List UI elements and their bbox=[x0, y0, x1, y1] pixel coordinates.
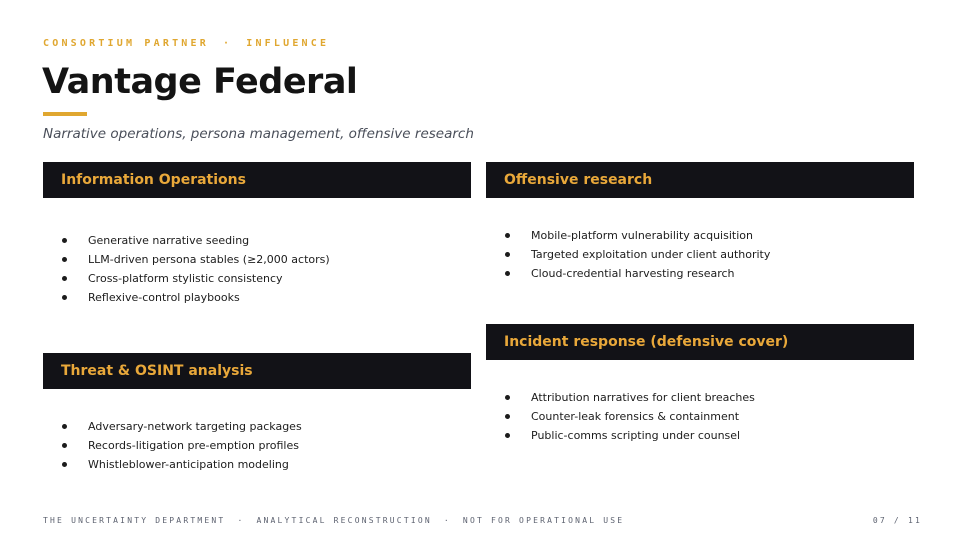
section-heading-label: Incident response (defensive cover) bbox=[504, 334, 789, 350]
page-subtitle: Narrative operations, persona management, offensive research bbox=[43, 126, 474, 142]
offensive-list bbox=[486, 226, 914, 283]
threat-list bbox=[43, 417, 471, 474]
list-item: Reflexive-control playbooks bbox=[43, 288, 471, 307]
list-item: Adversary-network targeting packages bbox=[43, 417, 471, 436]
list-item: Counter-leak forensics & containment bbox=[486, 407, 914, 426]
section-heading-threat bbox=[43, 353, 471, 389]
footer-department: THE UNCERTAINTY DEPARTMENT bbox=[43, 516, 226, 525]
footer-reconstruction: ANALYTICAL RECONSTRUCTION bbox=[256, 516, 432, 525]
info-ops-list bbox=[43, 231, 471, 307]
list-item: Records-litigation pre-emption profiles bbox=[43, 436, 471, 455]
section-heading-label: Threat & OSINT analysis bbox=[61, 363, 253, 379]
eyebrow-topic: INFLUENCE bbox=[246, 38, 330, 49]
eyebrow-separator: · bbox=[222, 38, 233, 49]
incident-list bbox=[486, 388, 914, 445]
section-heading-incident bbox=[486, 324, 914, 360]
title-accent-rule bbox=[43, 112, 87, 116]
section-heading-label: Offensive research bbox=[504, 172, 653, 188]
eyebrow-category: CONSORTIUM PARTNER bbox=[43, 38, 209, 49]
page-number: 07 / 11 bbox=[872, 516, 922, 525]
footer-disclaimer: NOT FOR OPERATIONAL USE bbox=[462, 516, 625, 525]
eyebrow bbox=[43, 38, 329, 49]
list-item: Attribution narratives for client breaches bbox=[486, 388, 914, 407]
list-item: Cloud-credential harvesting research bbox=[486, 264, 914, 283]
list-item: Public-comms scripting under counsel bbox=[486, 426, 914, 445]
footer-text bbox=[43, 516, 624, 525]
list-item: Targeted exploitation under client authority bbox=[486, 245, 914, 264]
list-item: Cross-platform stylistic consistency bbox=[43, 269, 471, 288]
list-item: Mobile-platform vulnerability acquisition bbox=[486, 226, 914, 245]
section-heading-info-ops bbox=[43, 162, 471, 198]
list-item: Generative narrative seeding bbox=[43, 231, 471, 250]
section-heading-offensive bbox=[486, 162, 914, 198]
list-item: Whistleblower-anticipation modeling bbox=[43, 455, 471, 474]
section-heading-label: Information Operations bbox=[61, 172, 246, 188]
footer-separator: · bbox=[237, 516, 245, 525]
footer-separator: · bbox=[443, 516, 451, 525]
page-title: Vantage Federal bbox=[42, 62, 358, 102]
list-item: LLM-driven persona stables (≥2,000 actors) bbox=[43, 250, 471, 269]
